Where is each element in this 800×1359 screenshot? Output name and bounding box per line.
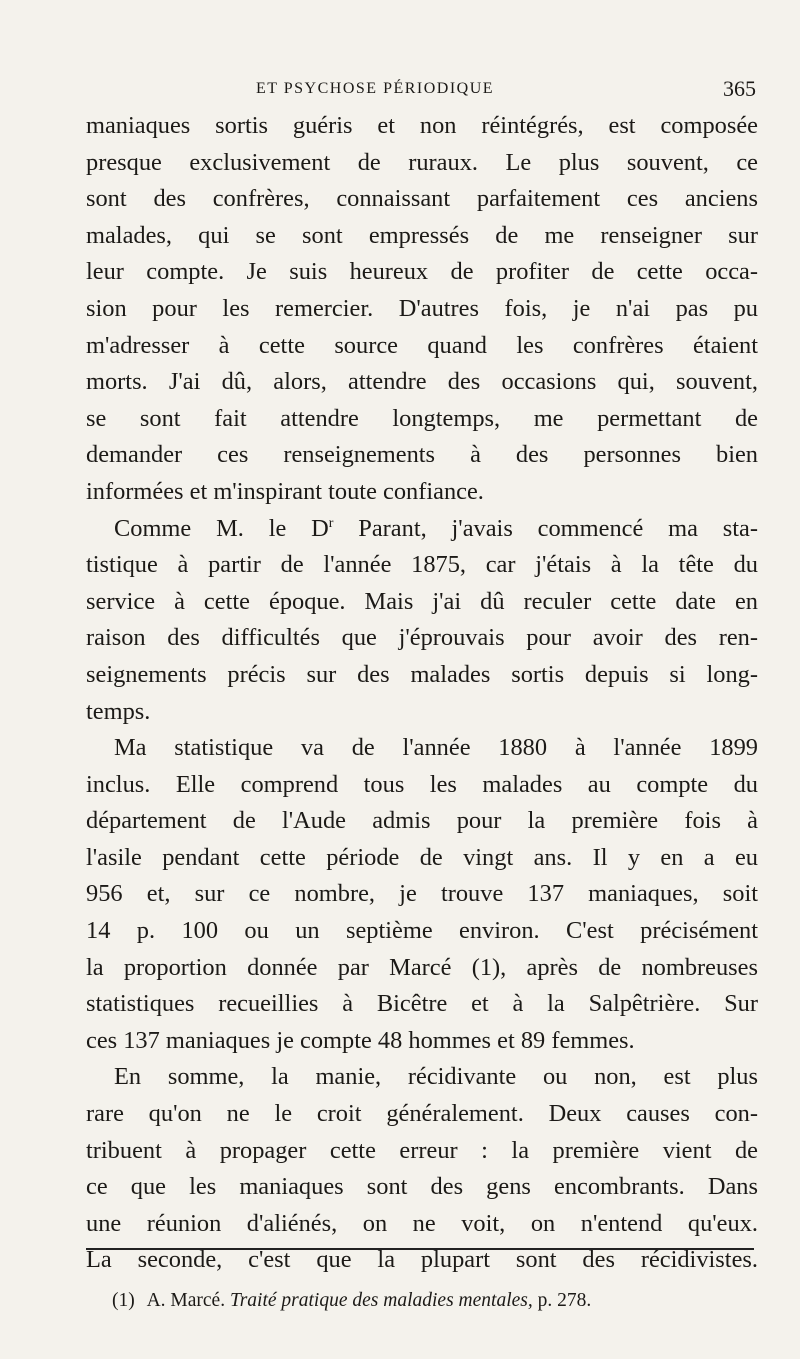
text-line: temps. [86, 697, 151, 725]
text-line: tribuent à propager cette erreur : la première vient de [86, 1136, 758, 1164]
paragraph-first-line [86, 511, 758, 548]
text-line: 14 p. 100 ou un septième environ. C'est précisément [86, 917, 758, 945]
superscript: r [328, 515, 334, 531]
text-line: service à cette époque. Mais j'ai dû reculer cette date en [86, 587, 758, 615]
running-header [86, 76, 756, 106]
text-line: presque exclusivement de ruraux. Le plus souvent, ce [86, 148, 758, 176]
text-line: l'asile pendant cette période de vingt ans. Il y en a eu [86, 843, 758, 871]
text-run: Parant, j'avais commencé ma sta- [333, 514, 758, 542]
text-line: statistiques recueillies à Bicêtre et à la Salpêtrière. Sur [86, 990, 758, 1018]
text-line: leur compte. Je suis heureux de profiter de cette occa- [86, 258, 758, 286]
running-title: ET PSYCHOSE PÉRIODIQUE [256, 80, 495, 97]
footnote-page: p. 278. [537, 1290, 592, 1311]
text-line: département de l'Aude admis pour la première fois à [86, 807, 758, 835]
text-line: sont des confrères, connaissant parfaitement ces anciens [86, 185, 758, 213]
text-line: seignements précis sur des malades sortis depuis si long- [86, 660, 758, 688]
text-line: ces 137 maniaques je compte 48 hommes et 89 femmes. [86, 1026, 635, 1054]
footnote-title: Traité pratique des maladies mentales, [229, 1290, 533, 1311]
text-line: sion pour les remercier. D'autres fois, je n'ai pas pu [86, 294, 758, 322]
footnote-divider [86, 1248, 754, 1250]
text-line: inclus. Elle comprend tous les malades au compte du [86, 770, 758, 798]
text-line: se sont fait attendre longtemps, me permettant de [86, 404, 758, 432]
text-line: maniaques sortis guéris et non réintégrés, est composée [86, 112, 758, 139]
paragraph-first-line: En somme, la manie, récidivante ou non, est plus [114, 1063, 758, 1091]
text-line: morts. J'ai dû, alors, attendre des occasions qui, souvent, [86, 368, 758, 396]
text-line: une réunion d'aliénés, on ne voit, on n'entend qu'eux. [86, 1209, 758, 1237]
text-line: demander ces renseignements à des personnes bien [86, 441, 758, 469]
text-line: informées et m'inspirant toute confiance. [86, 477, 484, 505]
text-line: 956 et, sur ce nombre, je trouve 137 maniaques, soit [86, 880, 758, 908]
text-line: malades, qui se sont empressés de me renseigner sur [86, 221, 758, 249]
body-text [86, 108, 758, 1279]
text-line: la proportion donnée par Marcé (1), après de nombreuses [86, 953, 758, 981]
text-line: ce que les maniaques sont des gens encombrants. Dans [86, 1173, 758, 1201]
footnote-author: A. Marcé. [146, 1290, 226, 1311]
text-line: rare qu'on ne le croit généralement. Deux causes con- [86, 1100, 758, 1128]
text-line: raison des difficultés que j'éprouvais pour avoir des ren- [86, 624, 758, 652]
footnote [112, 1290, 591, 1312]
paragraph-first-line: Ma statistique va de l'année 1880 à l'année 1899 [114, 734, 758, 762]
text-line: La seconde, c'est que la plupart sont des récidivistes. [86, 1246, 758, 1274]
footnote-marker: (1) [112, 1290, 135, 1311]
text-line: m'adresser à cette source quand les confrères étaient [86, 331, 758, 359]
text-line: tistique à partir de l'année 1875, car j'étais à la tête du [86, 551, 758, 579]
page-number: 365 [723, 76, 756, 101]
text-run: Comme M. le D [114, 514, 329, 542]
